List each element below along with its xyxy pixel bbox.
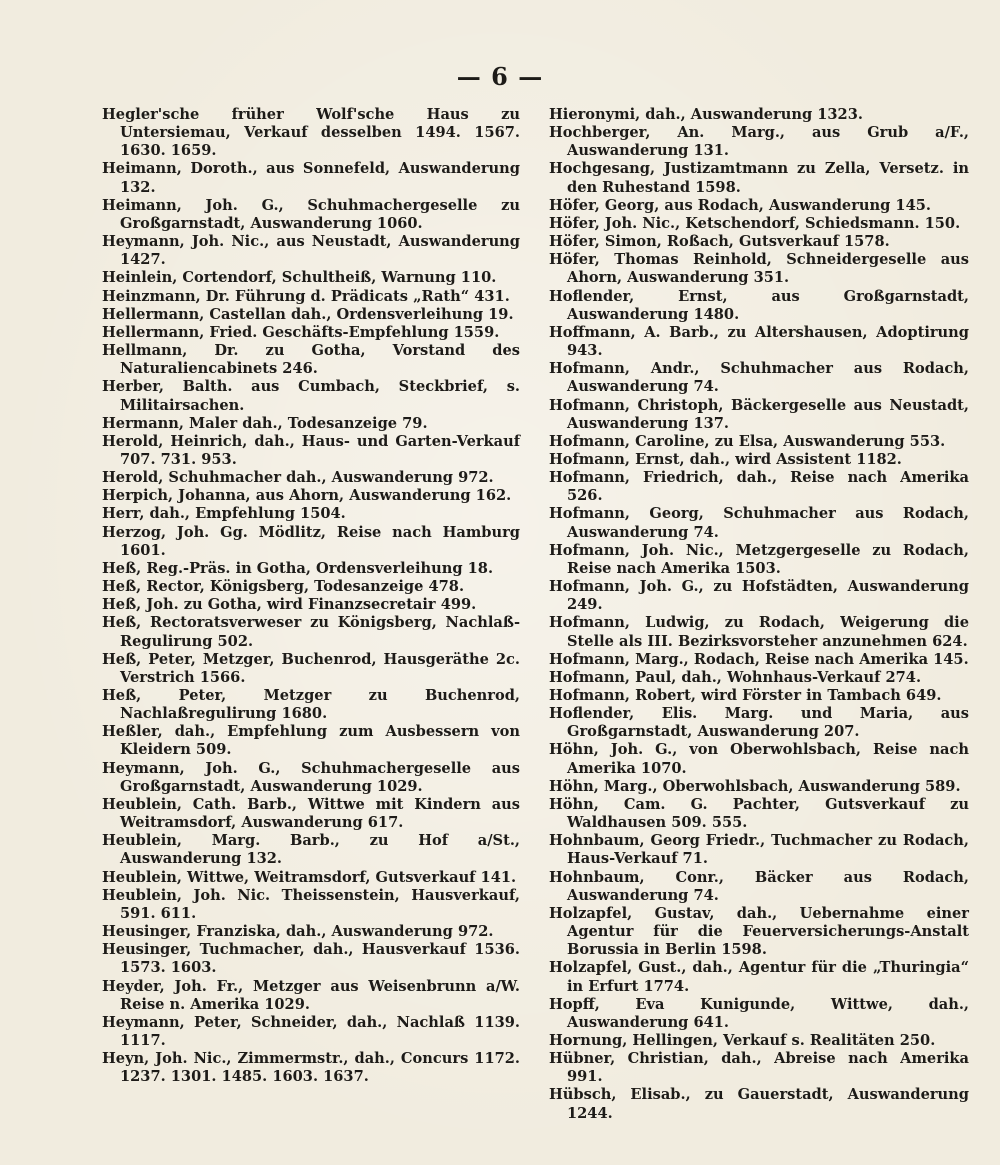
index-entry: Hofmann, Christoph, Bäckergeselle aus Neustadt, Auswanderung 137. [549,396,969,432]
index-entry: Heinzmann, Dr. Führung d. Prädicats „Rath“ 431. [102,287,510,305]
index-entry: Heßler, dah., Empfehlung zum Ausbessern von Kleidern 509. [102,723,520,759]
index-entry: Heusinger, Franziska, dah., Auswanderung 972. [102,923,494,941]
index-entry: Hofmann, Ernst, dah., wird Assistent 1182. [549,450,902,468]
index-entry: Hornung, Hellingen, Verkauf s. Realitäten 250. [549,1031,936,1049]
index-entry: Hegler'sche früher Wolf'sche Haus zu Untersiemau, Verkauf desselben 1494. 1567. 1630. 1659. [102,106,520,160]
index-entry: Heß, Rector, Königsberg, Todesanzeige 478. [102,578,465,596]
index-entry: Hellmann, Dr. zu Gotha, Vorstand des Naturaliencabinets 246. [102,342,520,378]
index-entry: Hofmann, Caroline, zu Elsa, Auswanderung 553. [549,432,946,450]
index-entry: Heimann, Doroth., aus Sonnefeld, Auswanderung 132. [102,160,520,196]
index-entry: Heublein, Cath. Barb., Wittwe mit Kindern aus Weitramsdorf, Auswanderung 617. [102,795,520,832]
index-entry: Holzapfel, Gust., dah., Agentur für die „Thuringia“ in Erfurt 1774. [549,959,969,995]
index-entry: Hofmann, Joh. Nic., Metzgergeselle zu Rodach, Reise nach Amerika 1503. [549,541,969,577]
index-entry: Hermann, Maler dah., Todesanzeige 79. [102,414,428,432]
index-entry: Hieronymi, dah., Auswanderung 1323. [549,106,863,123]
index-entry: Heyn, Joh. Nic., Zimmermstr., dah., Concurs 1172. 1237. 1301. 1485. 1603. 1637. [102,1050,520,1086]
index-entry: Hofmann, Paul, dah., Wohnhaus-Verkauf 274. [549,668,922,686]
index-entry: Heimann, Joh. G., Schuhmachergeselle zu Großgarnstadt, Auswanderung 1060. [102,196,520,232]
index-entry: Hofmann, Marg., Rodach, Reise nach Amerika 145. [549,650,969,668]
index-entry: Heyder, Joh. Fr., Metzger aus Weisenbrunn a/W. Reise n. Amerika 1029. [102,977,520,1013]
index-entry: Holzapfel, Gustav, dah., Uebernahme einer Agentur für die Feuerversicherungs-Anstalt Borussia in Berlin 1598. [549,904,969,959]
index-entry: Hoffmann, A. Barb., zu Altershausen, Adoptirung 943. [549,323,969,360]
index-entry: Heymann, Joh. G., Schuhmachergeselle aus Großgarnstadt, Auswanderung 1029. [102,759,520,795]
index-entry: Heinlein, Cortendorf, Schultheiß, Warnung 110. [102,269,497,287]
index-entry: Hellermann, Castellan dah., Ordensverleihung 19. [102,305,514,323]
index-entry: Heß, Rectoratsverweser zu Königsberg, Nachlaß-Regulirung 502. [102,614,520,650]
index-entry: Hofmann, Ludwig, zu Rodach, Weigerung die Stelle als III. Bezirksvorsteher anzunehmen 624. [549,614,969,650]
index-entry: Hoflender, Ernst, aus Großgarnstadt, Auswanderung 1480. [549,287,969,323]
index-entry: Hübsch, Elisab., zu Gauerstadt, Auswanderung 1244. [549,1086,969,1122]
index-entry: Höfer, Georg, aus Rodach, Auswanderung 145. [549,196,931,214]
index-entry: Höfer, Thomas Reinhold, Schneidergeselle aus Ahorn, Auswanderung 351. [549,251,969,287]
index-entry: Hofmann, Friedrich, dah., Reise nach Amerika 526. [549,469,969,505]
index-entry: Höhn, Cam. G. Pachter, Gutsverkauf zu Waldhausen 509. 555. [549,795,969,832]
index-entry: Hellermann, Fried. Geschäfts-Empfehlung 1559. [102,323,500,341]
index-entry: Hopff, Eva Kunigunde, Wittwe, dah., Auswanderung 641. [549,995,969,1031]
index-entry: Hohnbaum, Georg Friedr., Tuchmacher zu Rodach, Haus-Verkauf 71. [549,832,969,868]
index-entry: Hofmann, Robert, wird Förster in Tambach 649. [549,687,942,704]
index-entry: Höfer, Simon, Roßach, Gutsverkauf 1578. [549,233,890,251]
index-entry: Heß, Peter, Metzger, Buchenrod, Hausgeräthe 2c. Verstrich 1566. [102,650,520,686]
index-entry: Herold, Heinrich, dah., Haus- und Garten-Verkauf 707. 731. 953. [102,432,520,468]
index-entry: Heublein, Wittwe, Weitramsdorf, Gutsverkauf 141. [102,868,517,886]
index-entry: Heß, Peter, Metzger zu Buchenrod, Nachlaßregulirung 1680. [102,687,520,723]
index-entry: Herr, dah., Empfehlung 1504. [102,505,346,523]
index-entry: Heymann, Joh. Nic., aus Neustadt, Auswanderung 1427. [102,233,520,269]
index-entry: Hofmann, Joh. G., zu Hofstädten, Auswanderung 249. [549,578,969,614]
index-entry: Hofmann, Andr., Schuhmacher aus Rodach, Auswanderung 74. [549,360,969,396]
index-entry: Herzog, Joh. Gg. Mödlitz, Reise nach Hamburg 1601. [102,523,520,559]
index-entry: Heß, Joh. zu Gotha, wird Finanzsecretair 499. [102,596,477,614]
page-number: — 6 — [456,62,544,91]
index-entry: Heublein, Marg. Barb., zu Hof a/St., Auswanderung 132. [102,832,520,868]
right-column [549,106,969,1123]
index-entry: Hochberger, An. Marg., aus Grub a/F., Auswanderung 131. [549,124,969,160]
index-entry: Herber, Balth. aus Cumbach, Steckbrief, s. Militairsachen. [102,378,520,414]
index-entry: Höfer, Joh. Nic., Ketschendorf, Schiedsmann. 150. [549,214,961,232]
index-entry: Hoflender, Elis. Marg. und Maria, aus Großgarnstadt, Auswanderung 207. [549,705,969,741]
index-entry: Hübner, Christian, dah., Abreise nach Amerika 991. [549,1050,969,1086]
left-column [102,106,520,1086]
index-entry: Heymann, Peter, Schneider, dah., Nachlaß 1139. 1117. [102,1013,520,1049]
index-entry: Herpich, Johanna, aus Ahorn, Auswanderung 162. [102,487,512,505]
index-entry: Hochgesang, Justizamtmann zu Zella, Versetz. in den Ruhestand 1598. [549,160,969,196]
index-entry: Heublein, Joh. Nic. Theissenstein, Hausverkauf, 591. 611. [102,886,520,922]
index-entry: Höhn, Joh. G., von Oberwohlsbach, Reise nach Amerika 1070. [549,741,969,777]
index-entry: Hofmann, Georg, Schuhmacher aus Rodach, Auswanderung 74. [549,505,969,541]
index-entry: Hohnbaum, Conr., Bäcker aus Rodach, Auswanderung 74. [549,868,969,904]
index-entry: Heß, Reg.-Präs. in Gotha, Ordensverleihung 18. [102,559,494,577]
index-entry: Höhn, Marg., Oberwohlsbach, Auswanderung 589. [549,777,961,795]
index-entry: Heusinger, Tuchmacher, dah., Hausverkauf 1536. 1573. 1603. [102,941,520,977]
index-entry: Herold, Schuhmacher dah., Auswanderung 972. [102,469,494,487]
